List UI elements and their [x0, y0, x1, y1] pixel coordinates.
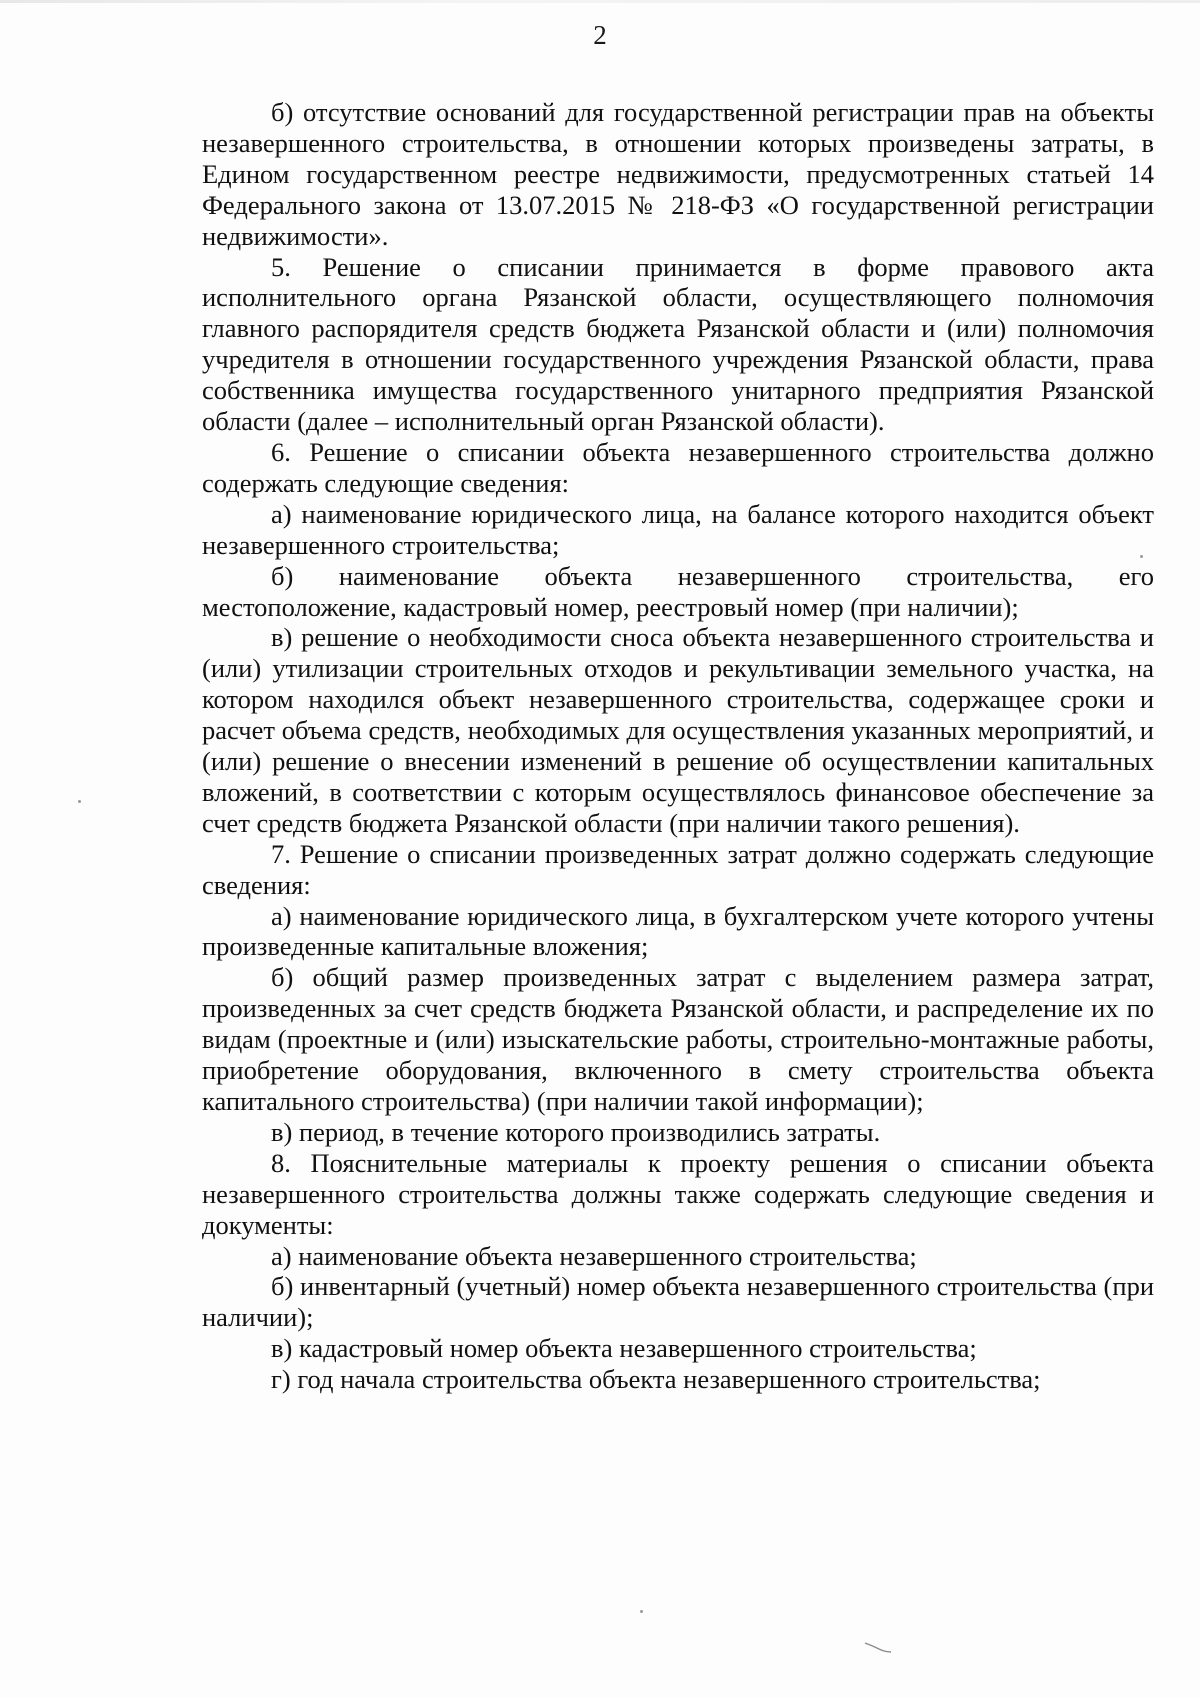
paragraph-6a: а) наименование юридического лица, на балансе которого находится объект незавершенного строительства;	[202, 498, 1154, 560]
scan-speck	[1140, 555, 1143, 558]
paragraph-6v: в) решение о необходимости сноса объекта незавершенного строительства и (или) утилизации строительных отходов и рекультивации земельного участка, на котором находился объект незавершенного строительства, содержащее сроки и расчет объема средств, необходимых для осуществления указанных мероприятий, и (или) решение о внесении изменений в решение об осуществлении капитальных вложений, в соответствии с которым осуществлялось финансовое обеспечение за счет средств бюджета Рязанской области (при наличии такого решения).	[202, 622, 1154, 838]
paragraph-8v: в) кадастровый номер объекта незавершенного строительства;	[271, 1333, 977, 1364]
paragraph-7a: а) наименование юридического лица, в бухгалтерском учете которого учтены произведенные капитальные вложения;	[202, 900, 1154, 962]
paragraph-8b: б) инвентарный (учетный) номер объекта незавершенного строительства (при наличии);	[202, 1271, 1154, 1333]
paragraph-8a: а) наименование объекта незавершенного строительства;	[271, 1240, 917, 1271]
scan-artifact-mark	[863, 1640, 893, 1654]
paragraph-7b: б) общий размер произведенных затрат с выделением размера затрат, произведенных за счет средств бюджета Рязанской области, и распределение их по видам (проектные и (или) изыскательские работы, строительно-монтажные работы, приобретение оборудования, включенного в смету строительства объекта капитального строительства) (при наличии такой информации);	[202, 962, 1154, 1116]
paragraph-6b: б) наименование объекта незавершенного строительства, его местоположение, кадастровый номер, реестровый номер (при наличии);	[202, 560, 1154, 622]
document-body	[202, 97, 1154, 1395]
paragraph-6: 6. Решение о списании объекта незавершенного строительства должно содержать следующие сведения:	[202, 436, 1154, 498]
paragraph-8: 8. Пояснительные материалы к проекту решения о списании объекта незавершенного строительства должны также содержать следующие сведения и документы:	[202, 1147, 1154, 1240]
paragraph-5: 5. Решение о списании принимается в форме правового акта исполнительного органа Рязанской области, осуществляющего полномочия главного распорядителя средств бюджета Рязанской области и (или) полномочия учредителя в отношении государственного учреждения Рязанской области, права собственника имущества государственного унитарного предприятия Рязанской области (далее – исполнительный орган Рязанской области).	[202, 251, 1154, 437]
paragraph-8g: г) год начала строительства объекта незавершенного строительства;	[271, 1364, 1041, 1395]
page-number: 2	[593, 20, 607, 50]
paragraph-7v: в) период, в течение которого производились затраты.	[271, 1116, 881, 1147]
scan-speck	[78, 800, 81, 803]
paragraph-7: 7. Решение о списании произведенных затрат должно содержать следующие сведения:	[202, 838, 1154, 900]
scan-speck	[640, 1610, 643, 1613]
scan-top-edge	[0, 0, 1200, 3]
paragraph-4b: б) отсутствие оснований для государственной регистрации прав на объекты незавершенного строительства, в отношении которых произведены затраты, в Едином государственном реестре недвижимости, предусмотренных статьей 14 Федерального закона от 13.07.2015 № 218-ФЗ «О государственной регистрации недвижимости».	[202, 97, 1154, 251]
